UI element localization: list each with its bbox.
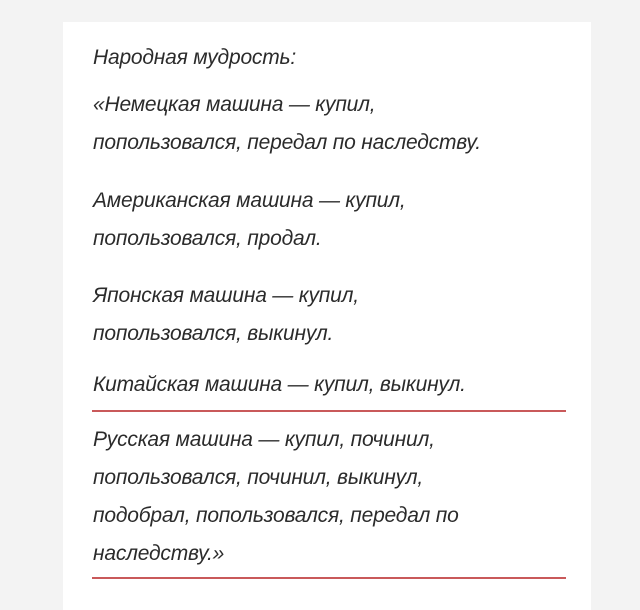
paragraph-japanese-car: [93, 277, 573, 353]
paragraph-line: подобрал, попользовался, передал по: [93, 504, 459, 527]
paragraph-line: Русская машина — купил, починил,: [93, 428, 435, 451]
divider-bottom: [92, 577, 566, 579]
heading: [93, 39, 573, 77]
paragraph-line: наследству.»: [93, 542, 225, 565]
paragraph-line: Японская машина — купил,: [93, 284, 359, 307]
paragraph-line: попользовался, выкинул.: [93, 322, 334, 345]
paragraph-american-car: [93, 182, 573, 258]
paragraph-german-car: [93, 86, 573, 162]
heading-text: Народная мудрость:: [93, 46, 296, 69]
paragraph-chinese-car: [93, 366, 573, 404]
paragraph-line: попользовался, починил, выкинул,: [93, 466, 423, 489]
paragraph-line: попользовался, продал.: [93, 227, 322, 250]
paragraph-line: попользовался, передал по наследству.: [93, 131, 481, 154]
divider-top: [92, 410, 566, 412]
text-card: [63, 22, 591, 610]
paragraph-line: Китайская машина — купил, выкинул.: [93, 373, 466, 396]
paragraph-russian-car: [93, 421, 573, 573]
paragraph-line: Американская машина — купил,: [93, 189, 406, 212]
paragraph-line: «Немецкая машина — купил,: [93, 93, 376, 116]
